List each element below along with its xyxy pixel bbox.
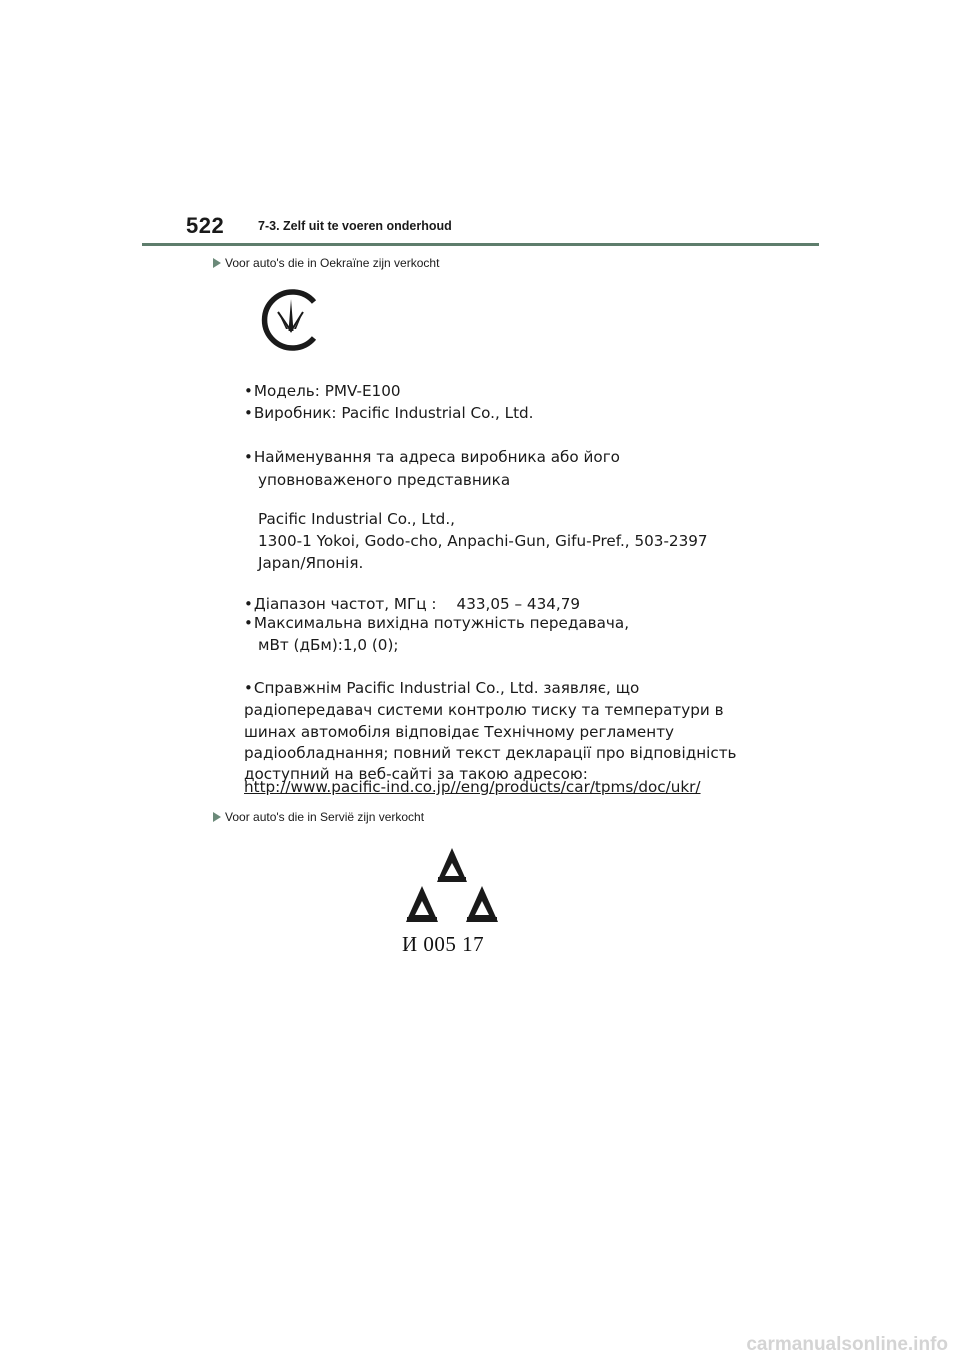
serbia-intro: [213, 810, 424, 824]
cert-decl-4: радіообладнання; повний текст декларації про відповідність: [244, 744, 737, 762]
cert-addr-1: Pacific Industrial Co., Ltd.,: [258, 510, 455, 528]
bullet-triangle-icon: [213, 812, 221, 822]
ukrsepro-mark-icon: [258, 287, 324, 353]
cert-decl-2: радіопередавач системи контролю тиску та температури в: [244, 701, 724, 719]
cert-power-2: мВт (дБм):1,0 (0);: [258, 636, 399, 654]
page-number: 522: [186, 213, 225, 238]
cert-power-1: •Максимальна вихідна потужність передавача,: [244, 614, 630, 632]
cert-rep-1-text: Найменування та адреса виробника або його: [253, 448, 620, 466]
bullet-triangle-icon: [213, 258, 221, 268]
watermark: carmanualsonline.info: [746, 1334, 948, 1355]
header-rule: [142, 243, 819, 246]
cert-maker-text: Виробник: Pacific Industrial Co., Ltd.: [253, 404, 534, 422]
cert-decl-1: •Справжнім Pacific Industrial Co., Ltd. заявляє, що: [244, 679, 640, 697]
cert-maker: •Виробник: Pacific Industrial Co., Ltd.: [244, 404, 534, 422]
cert-addr-2: 1300-1 Yokoi, Godo-cho, Anpachi-Gun, Gifu-Pref., 503-2397: [258, 532, 708, 550]
serbia-intro-text: Voor auto's die in Servië zijn verkocht: [225, 810, 425, 824]
cert-rep-1: •Найменування та адреса виробника або його: [244, 448, 620, 466]
cert-frequency-value: 433,05 – 434,79: [456, 595, 581, 613]
cert-rep-2: уповноваженого представника: [258, 471, 511, 489]
serbian-mark-icon: [400, 846, 504, 928]
cert-model-text: Модель: PMV-E100: [253, 382, 401, 400]
cert-model: •Модель: PMV-E100: [244, 382, 401, 400]
cert-decl-5: доступний на веб-сайті за такою адресою:: [244, 765, 588, 783]
cert-frequency: •Діапазон частот, МГц : 433,05 – 434,79: [244, 595, 581, 613]
section-title: 7-3. Zelf uit te voeren onderhoud: [258, 219, 452, 233]
cert-power-1-text: Максимальна вихідна потужність передавача,: [253, 614, 630, 632]
ukraine-intro-text: Voor auto's die in Oekraïne zijn verkocht: [225, 256, 440, 270]
serbian-mark-code: И 005 17: [402, 932, 485, 956]
cert-addr-3: Japan/Японія.: [258, 554, 364, 572]
ukraine-intro: [213, 256, 439, 270]
cert-decl-3: шинах автомобіля відповідає Технічному регламенту: [244, 723, 675, 741]
cert-frequency-label: Діапазон частот, МГц :: [253, 595, 437, 613]
declaration-url[interactable]: http://www.pacific-ind.co.jp//eng/products/car/tpms/doc/ukr/: [244, 778, 701, 796]
cert-decl-1-text: Справжнім Pacific Industrial Co., Ltd. заявляє, що: [253, 679, 640, 697]
